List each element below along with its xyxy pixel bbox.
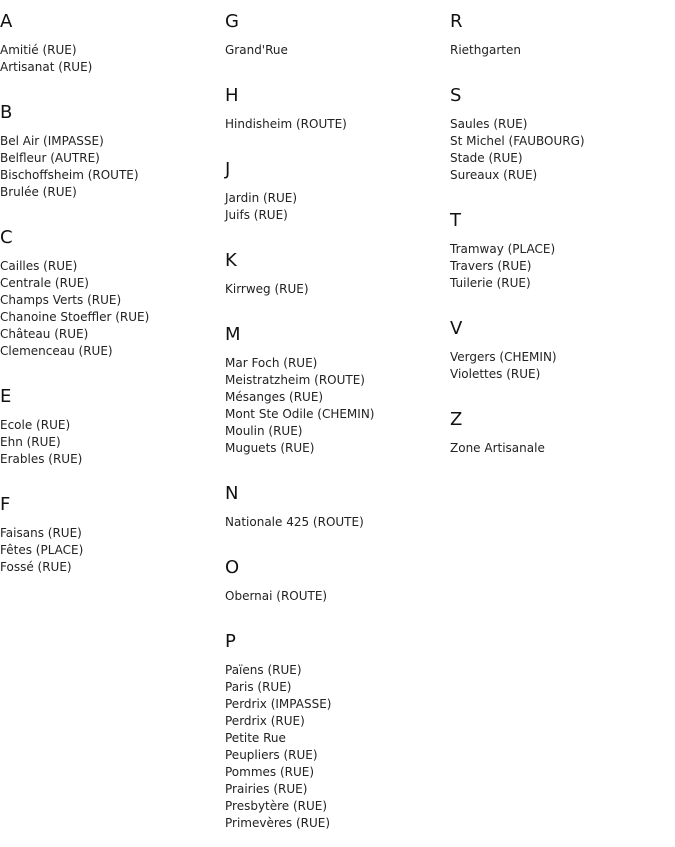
letter-heading: E xyxy=(0,386,12,407)
group-spacer xyxy=(225,133,450,148)
street-link[interactable]: Kirrweg (RUE) xyxy=(225,282,309,296)
street-list xyxy=(225,190,450,224)
street-link[interactable]: Artisanat (RUE) xyxy=(0,60,93,74)
letter-heading: S xyxy=(450,85,462,106)
street-list-item xyxy=(225,747,450,764)
street-link[interactable]: Obernai (ROUTE) xyxy=(225,589,328,603)
street-column-1 xyxy=(0,0,225,591)
letter-group-m xyxy=(225,313,450,472)
letter-group-h xyxy=(225,74,450,148)
group-spacer xyxy=(225,832,450,847)
street-link[interactable]: Peupliers (RUE) xyxy=(225,748,318,762)
street-link[interactable]: Erables (RUE) xyxy=(0,452,83,466)
street-list-item xyxy=(0,258,225,275)
street-list xyxy=(225,588,450,605)
street-list xyxy=(225,355,450,457)
street-list-item xyxy=(225,764,450,781)
letter-heading: O xyxy=(225,557,240,578)
street-list-item xyxy=(450,150,675,167)
street-list-item xyxy=(225,696,450,713)
street-link[interactable]: St Michel (FAUBOURG) xyxy=(450,134,585,148)
street-link[interactable]: Païens (RUE) xyxy=(225,663,302,677)
street-link[interactable]: Tuilerie (RUE) xyxy=(450,276,531,290)
street-list-item xyxy=(0,343,225,360)
letter-group-o xyxy=(225,546,450,620)
street-list-item xyxy=(225,798,450,815)
street-list-item xyxy=(0,292,225,309)
street-list-item xyxy=(450,258,675,275)
street-link[interactable]: Primevères (RUE) xyxy=(225,816,331,830)
street-link[interactable]: Fossé (RUE) xyxy=(0,560,72,574)
street-list-item xyxy=(0,167,225,184)
street-column-2 xyxy=(225,0,450,847)
letter-heading: F xyxy=(0,494,11,515)
letter-heading: B xyxy=(0,102,13,123)
street-list-item xyxy=(0,559,225,576)
letter-heading: H xyxy=(225,85,239,106)
street-list-item xyxy=(450,116,675,133)
street-list-item xyxy=(0,434,225,451)
street-list xyxy=(225,514,450,531)
street-link[interactable]: Vergers (CHEMIN) xyxy=(450,350,557,364)
group-spacer xyxy=(0,468,225,483)
street-list xyxy=(0,525,225,576)
street-link[interactable]: Amitié (RUE) xyxy=(0,43,77,57)
street-link[interactable]: Paris (RUE) xyxy=(225,680,292,694)
letter-group-k xyxy=(225,239,450,313)
street-link[interactable]: Perdrix (RUE) xyxy=(225,714,305,728)
letter-heading: J xyxy=(225,159,231,180)
street-link[interactable]: Violettes (RUE) xyxy=(450,367,541,381)
street-list-item xyxy=(0,525,225,542)
letter-group-n xyxy=(225,472,450,546)
group-spacer xyxy=(0,360,225,375)
street-link[interactable]: Tramway (PLACE) xyxy=(450,242,556,256)
street-list-item xyxy=(450,133,675,150)
street-list-item xyxy=(450,440,675,457)
letter-group-z xyxy=(450,398,675,472)
street-list xyxy=(225,662,450,832)
street-list-item xyxy=(225,372,450,389)
street-list-item xyxy=(0,309,225,326)
street-list-item xyxy=(225,190,450,207)
street-list xyxy=(450,440,675,457)
street-link[interactable]: Château (RUE) xyxy=(0,327,89,341)
street-list xyxy=(450,349,675,383)
group-spacer xyxy=(450,59,675,74)
street-link[interactable]: Ehn (RUE) xyxy=(0,435,61,449)
letter-group-e xyxy=(0,375,225,483)
letter-heading: Z xyxy=(450,409,463,430)
group-spacer xyxy=(450,292,675,307)
street-list-item xyxy=(450,275,675,292)
street-list-item xyxy=(225,207,450,224)
group-spacer xyxy=(225,531,450,546)
street-link[interactable]: Fêtes (PLACE) xyxy=(0,543,84,557)
letter-group-r xyxy=(450,0,675,74)
street-link[interactable]: Sureaux (RUE) xyxy=(450,168,538,182)
group-spacer xyxy=(0,201,225,216)
street-list-item xyxy=(0,417,225,434)
street-list-item xyxy=(450,349,675,366)
letter-heading: C xyxy=(0,227,13,248)
street-list-item xyxy=(0,184,225,201)
letter-heading: M xyxy=(225,324,241,345)
street-list-item xyxy=(225,423,450,440)
street-list xyxy=(0,258,225,360)
street-list-item xyxy=(0,275,225,292)
letter-group-p xyxy=(225,620,450,847)
street-list-item xyxy=(225,713,450,730)
street-link[interactable]: Saules (RUE) xyxy=(450,117,528,131)
street-link[interactable]: Nationale 425 (ROUTE) xyxy=(225,515,364,529)
letter-heading: V xyxy=(450,318,463,339)
letter-heading: R xyxy=(450,11,463,32)
group-spacer xyxy=(225,59,450,74)
street-list-item xyxy=(450,241,675,258)
street-list-item xyxy=(450,366,675,383)
street-link[interactable]: Prairies (RUE) xyxy=(225,782,308,796)
street-link[interactable]: Petite Rue xyxy=(225,731,286,745)
street-list-item xyxy=(225,355,450,372)
street-list-item xyxy=(225,679,450,696)
street-link[interactable]: Belfleur (AUTRE) xyxy=(0,151,100,165)
group-spacer xyxy=(225,457,450,472)
group-spacer xyxy=(225,224,450,239)
street-list-item xyxy=(225,588,450,605)
letter-heading: G xyxy=(225,11,239,32)
street-list-item xyxy=(0,451,225,468)
street-list-item xyxy=(450,42,675,59)
group-spacer xyxy=(450,184,675,199)
street-list xyxy=(0,42,225,76)
street-link[interactable]: Brulée (RUE) xyxy=(0,185,77,199)
street-list xyxy=(225,42,450,59)
street-link[interactable]: Bischoffsheim (ROUTE) xyxy=(0,168,139,182)
street-list-item xyxy=(225,815,450,832)
street-list xyxy=(450,116,675,184)
street-link[interactable]: Pommes (RUE) xyxy=(225,765,315,779)
letter-heading: A xyxy=(0,11,13,32)
letter-group-a xyxy=(0,0,225,91)
letter-heading: T xyxy=(450,210,461,231)
street-link[interactable]: Champs Verts (RUE) xyxy=(0,293,122,307)
street-link[interactable]: Mont Ste Odile (CHEMIN) xyxy=(225,407,375,421)
street-list-item xyxy=(225,514,450,531)
street-link[interactable]: Perdrix (IMPASSE) xyxy=(225,697,332,711)
street-link[interactable]: Cailles (RUE) xyxy=(0,259,78,273)
group-spacer xyxy=(225,298,450,313)
street-link[interactable]: Ecole (RUE) xyxy=(0,418,71,432)
street-link[interactable]: Meistratzheim (ROUTE) xyxy=(225,373,365,387)
group-spacer xyxy=(225,605,450,620)
street-link[interactable]: Mar Foch (RUE) xyxy=(225,356,318,370)
street-list-item xyxy=(0,542,225,559)
letter-group-f xyxy=(0,483,225,591)
street-link[interactable]: Centrale (RUE) xyxy=(0,276,89,290)
street-list-item xyxy=(450,167,675,184)
letter-heading: P xyxy=(225,631,236,652)
street-link[interactable]: Chanoine Stoeffler (RUE) xyxy=(0,310,150,324)
street-list-item xyxy=(225,730,450,747)
street-list-item xyxy=(225,389,450,406)
street-list-item xyxy=(0,42,225,59)
street-link[interactable]: Clemenceau (RUE) xyxy=(0,344,113,358)
street-list xyxy=(225,281,450,298)
street-list-item xyxy=(0,133,225,150)
letter-group-g xyxy=(225,0,450,74)
street-link[interactable]: Grand'Rue xyxy=(225,43,288,57)
street-link[interactable]: Juifs (RUE) xyxy=(225,208,288,222)
street-link[interactable]: Presbytère (RUE) xyxy=(225,799,328,813)
group-spacer xyxy=(0,76,225,91)
street-link[interactable]: Bel Air (IMPASSE) xyxy=(0,134,104,148)
street-link[interactable]: Travers (RUE) xyxy=(450,259,532,273)
street-list xyxy=(225,116,450,133)
street-link[interactable]: Moulin (RUE) xyxy=(225,424,303,438)
street-list-item xyxy=(225,406,450,423)
street-list xyxy=(450,42,675,59)
group-spacer xyxy=(450,457,675,472)
group-spacer xyxy=(0,576,225,591)
street-link[interactable]: Muguets (RUE) xyxy=(225,441,315,455)
street-list-item xyxy=(225,781,450,798)
letter-heading: N xyxy=(225,483,239,504)
street-list-item xyxy=(0,59,225,76)
street-link[interactable]: Zone Artisanale xyxy=(450,441,545,455)
street-list-item xyxy=(225,42,450,59)
street-list-item xyxy=(225,440,450,457)
letter-group-v xyxy=(450,307,675,398)
street-column-3 xyxy=(450,0,675,472)
letter-group-t xyxy=(450,199,675,307)
street-list-item xyxy=(0,150,225,167)
letter-group-j xyxy=(225,148,450,239)
street-link[interactable]: Stade (RUE) xyxy=(450,151,523,165)
street-list xyxy=(0,417,225,468)
letter-group-c xyxy=(0,216,225,375)
letter-heading: K xyxy=(225,250,237,271)
street-link[interactable]: Jardin (RUE) xyxy=(225,191,298,205)
street-link[interactable]: Mésanges (RUE) xyxy=(225,390,324,404)
street-list-item xyxy=(0,326,225,343)
letter-group-s xyxy=(450,74,675,199)
street-list xyxy=(450,241,675,292)
street-list-item xyxy=(225,116,450,133)
street-link[interactable]: Riethgarten xyxy=(450,43,521,57)
street-link[interactable]: Hindisheim (ROUTE) xyxy=(225,117,347,131)
street-list-item xyxy=(225,662,450,679)
street-link[interactable]: Faisans (RUE) xyxy=(0,526,82,540)
street-list-item xyxy=(225,281,450,298)
letter-group-b xyxy=(0,91,225,216)
group-spacer xyxy=(450,383,675,398)
street-list xyxy=(0,133,225,201)
